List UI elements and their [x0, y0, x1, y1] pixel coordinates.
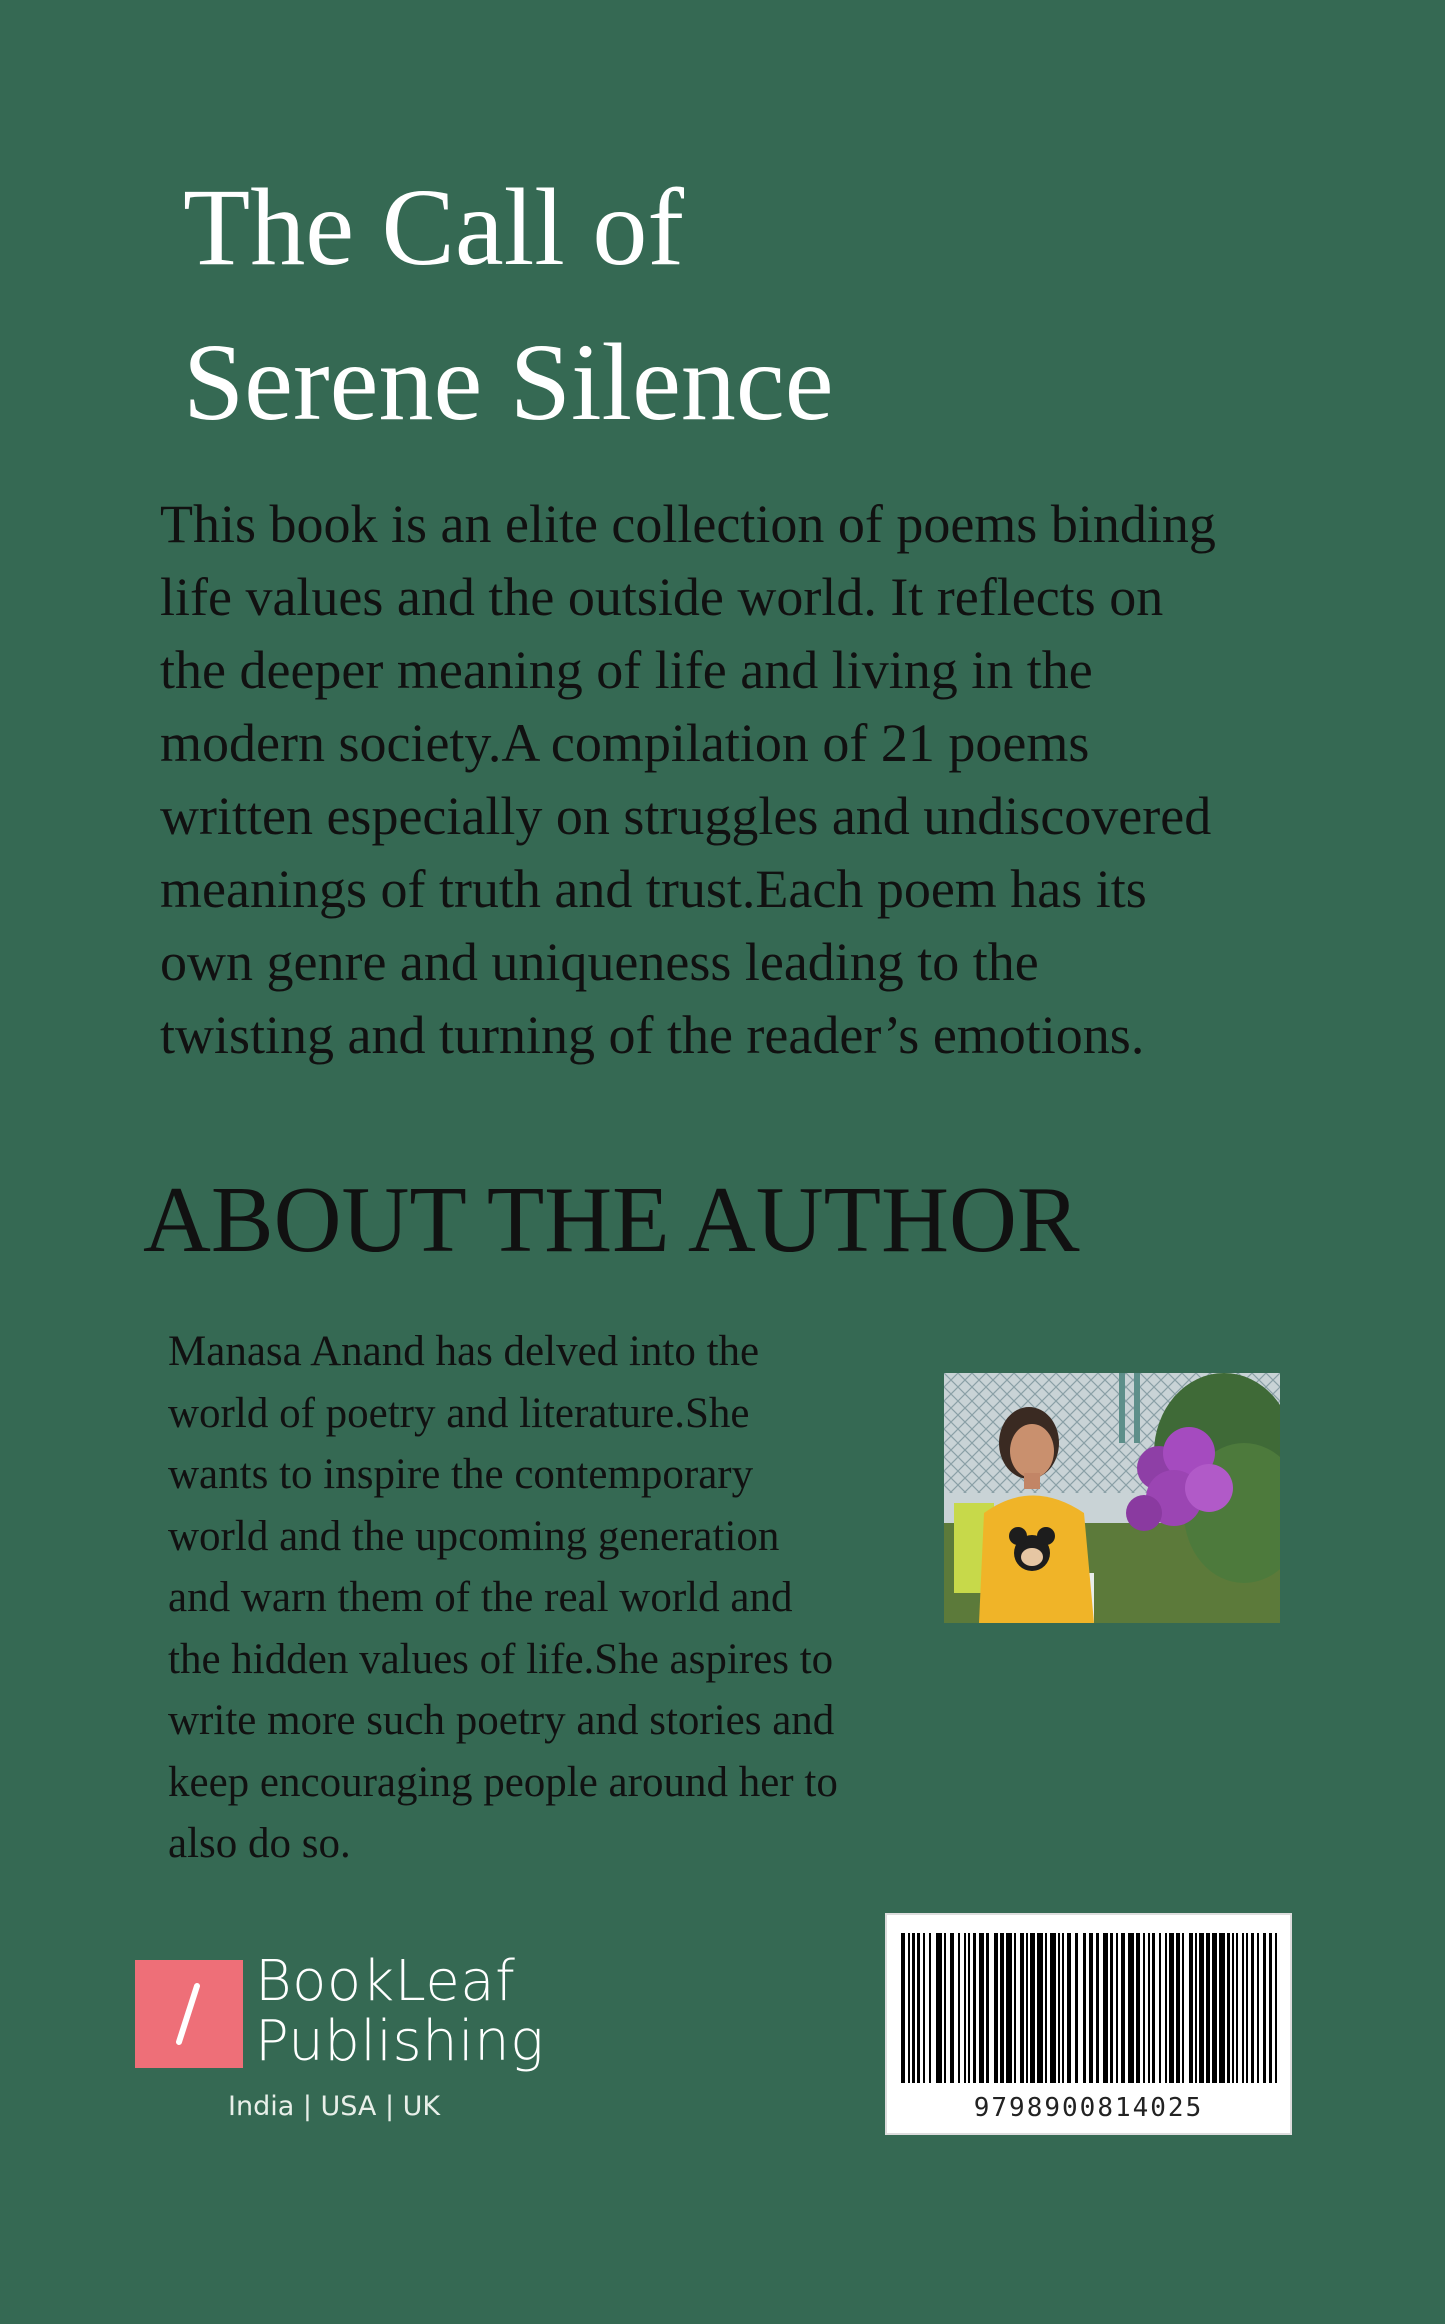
barcode-bar	[1152, 1933, 1155, 2083]
barcode-bar	[912, 1933, 915, 2083]
blurb-line: twisting and turning of the reader’s emotions.	[160, 1005, 1145, 1065]
bio-line: keep encouraging people around her to	[168, 1758, 838, 1806]
barcode-bar	[1236, 1933, 1238, 2083]
blurb-line: the deeper meaning of life and living in the	[160, 640, 1093, 700]
book-title-line-2: Serene Silence	[183, 321, 834, 443]
barcode-bar	[1227, 1933, 1230, 2083]
barcode-bar	[1058, 1933, 1060, 2083]
barcode-bar	[1000, 1933, 1004, 2083]
barcode-bar	[1232, 1933, 1234, 2083]
barcode-bar	[1182, 1933, 1184, 2083]
barcode-bar	[1083, 1933, 1086, 2083]
barcode-bar	[1246, 1933, 1248, 2083]
barcode-bar	[1148, 1933, 1150, 2083]
barcode-bar	[1257, 1933, 1259, 2083]
barcode-bar	[1128, 1933, 1134, 2083]
barcode-bar	[1116, 1933, 1118, 2083]
barcode-bar	[1269, 1933, 1272, 2083]
barcode-bar	[1050, 1933, 1056, 2083]
book-title-line-1: The Call of	[183, 166, 684, 288]
barcode-bar	[917, 1933, 920, 2083]
barcode-bar	[923, 1933, 925, 2083]
barcode-bar	[964, 1933, 966, 2083]
barcode-bar	[973, 1933, 976, 2083]
barcode-bar	[1110, 1933, 1113, 2083]
blurb-line: modern society.A compilation of 21 poems	[160, 713, 1090, 773]
publisher-regions: India | USA | UK	[228, 2091, 441, 2122]
blurb-line: written especially on struggles and undiscovered	[160, 786, 1212, 846]
barcode-bar	[1037, 1933, 1043, 2083]
barcode-bar	[908, 1933, 910, 2083]
barcode-bar	[1014, 1933, 1016, 2083]
publisher-name-line-2: Publishing	[255, 2009, 545, 2074]
barcode-bar	[1199, 1933, 1204, 2083]
blurb-line: This book is an elite collection of poems binding	[160, 494, 1216, 554]
barcode-bar	[1212, 1933, 1217, 2083]
barcode-bar	[1195, 1933, 1197, 2083]
barcode-bar	[901, 1933, 905, 2083]
barcode-bar	[968, 1933, 970, 2083]
barcode-bar	[1169, 1933, 1174, 2083]
publisher-name-line-1: BookLeaf	[255, 1949, 516, 2014]
barcode-bar	[1219, 1933, 1225, 2083]
bio-line: world of poetry and literature.She	[168, 1389, 750, 1437]
barcode-bar	[1006, 1933, 1012, 2083]
barcode-bar	[1075, 1933, 1078, 2083]
barcode-bar	[1143, 1933, 1145, 2083]
about-author-heading: ABOUT THE AUTHOR	[143, 1168, 1080, 1272]
barcode-bar	[986, 1933, 989, 2083]
barcode-bar	[1045, 1933, 1047, 2083]
isbn-number: 9798900814025	[973, 2093, 1204, 2123]
barcode-bar	[1089, 1933, 1093, 2083]
barcode-bar	[1067, 1933, 1071, 2083]
barcode-bar	[1176, 1933, 1180, 2083]
blurb-line: own genre and uniqueness leading to the	[160, 932, 1039, 992]
barcode-bar	[1206, 1933, 1210, 2083]
barcode-bar	[1026, 1933, 1028, 2083]
bio-line: also do so.	[168, 1820, 351, 1867]
barcode-bar	[1165, 1933, 1167, 2083]
blurb-line: life values and the outside world. It reflects on	[160, 567, 1164, 627]
bio-line: the hidden values of life.She aspires to	[168, 1635, 834, 1683]
bio-line: Manasa Anand has delved into the	[168, 1328, 760, 1375]
barcode-bar	[1096, 1933, 1099, 2083]
barcode-bar	[979, 1933, 984, 2083]
bio-line: write more such poetry and stories and	[168, 1697, 835, 1744]
barcode-bar	[1136, 1933, 1140, 2083]
barcode-bar	[1242, 1933, 1244, 2083]
author-photo-illustration	[944, 1373, 1280, 1623]
barcode-bar	[994, 1933, 998, 2083]
publisher-logo	[135, 1949, 555, 2130]
barcode-bar	[1030, 1933, 1035, 2083]
barcode-bar	[1275, 1933, 1277, 2083]
barcode-bars	[901, 1933, 1280, 2083]
barcode-bar	[929, 1933, 931, 2083]
author-bio	[168, 1321, 928, 1875]
blurb-line: meanings of truth and trust.Each poem has its	[160, 859, 1147, 919]
barcode-bar	[1251, 1933, 1254, 2083]
bio-line: world and the upcoming generation	[168, 1512, 780, 1560]
barcode-bar	[950, 1933, 954, 2083]
barcode-bar	[1263, 1933, 1266, 2083]
barcode-bar	[1020, 1933, 1024, 2083]
barcode-bar	[1062, 1933, 1064, 2083]
barcode-bar	[944, 1933, 946, 2083]
barcode-bar	[1103, 1933, 1108, 2083]
barcode-bar	[1159, 1933, 1161, 2083]
book-title	[183, 150, 834, 460]
barcode-bar	[1121, 1933, 1125, 2083]
isbn-barcode	[885, 1913, 1292, 2135]
book-blurb	[160, 488, 1300, 1072]
barcode-bar	[1189, 1933, 1193, 2083]
author-photo	[944, 1373, 1280, 1623]
bio-line: wants to inspire the contemporary	[168, 1451, 754, 1498]
bio-line: and warn them of the real world and	[168, 1574, 793, 1621]
barcode-bar	[936, 1933, 942, 2083]
barcode-bar	[958, 1933, 960, 2083]
bookleaf-logo-icon	[135, 1960, 243, 2068]
